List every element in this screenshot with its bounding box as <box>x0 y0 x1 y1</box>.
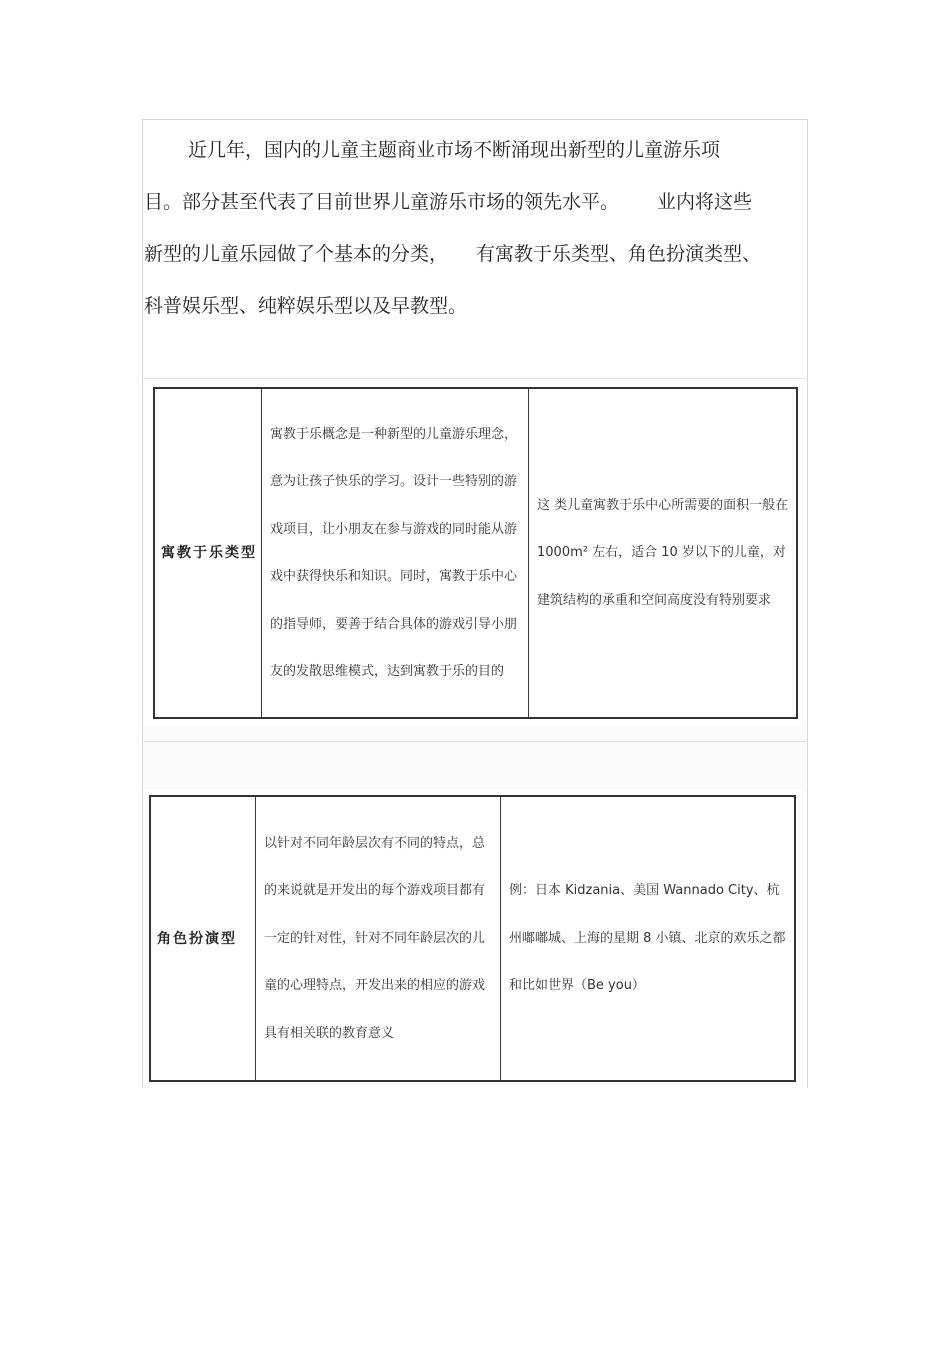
category-table-roleplay <box>149 795 796 1082</box>
section-divider <box>143 741 806 742</box>
intro-line-3: 新型的儿童乐园做了个基本的分类， 有寓教于乐类型、角色扮演类型、 <box>144 243 762 265</box>
category-description-cell: 寓教于乐概念是一种新型的儿童游乐理念，意为让孩子快乐的学习。设计一些特别的游戏项目，让小朋友在参与游戏的同时能从游戏中获得快乐和知识。同时，寓教于乐中心的指导师，要善于结合具体的游戏引导小朋友的发散思维模式，达到寓教于乐的目的 <box>262 388 529 718</box>
table-row <box>154 388 797 718</box>
category-description-cell: 以针对不同年龄层次有不同的特点，总的来说就是开发出的每个游戏项目都有一定的针对性，针对不同年龄层次的儿童的心理特点，开发出来的相应的游戏具有相关联的教育意义 <box>256 796 501 1081</box>
category-examples-cell: 例：日本 Kidzania、美国 Wannado City、杭州嘟嘟城、上海的星期 8 小镇、北京的欢乐之都和比如世界（Be you） <box>501 796 796 1081</box>
category-type-cell: 角色扮演型 <box>150 796 256 1081</box>
category-type-cell: 寓教于乐类型 <box>154 388 262 718</box>
intro-line-2: 目。部分甚至代表了目前世界儿童游乐市场的领先水平。 业内将这些 <box>144 191 753 213</box>
category-table-edutainment <box>153 387 798 719</box>
table-row <box>150 796 795 1081</box>
intro-line-1: 近几年，国内的儿童主题商业市场不断涌现出新型的儿童游乐项 <box>188 139 721 161</box>
section-spacer <box>143 727 806 789</box>
section-divider <box>143 378 806 379</box>
intro-paragraph <box>144 124 806 332</box>
category-requirement-cell: 这 类儿童寓教于乐中心所需要的面积一般在 1000m² 左右，适合 10 岁以下的儿童，对建筑结构的承重和空间高度没有特别要求 <box>529 388 798 718</box>
intro-line-4: 科普娱乐型、纯粹娱乐型以及早教型。 <box>144 295 468 317</box>
